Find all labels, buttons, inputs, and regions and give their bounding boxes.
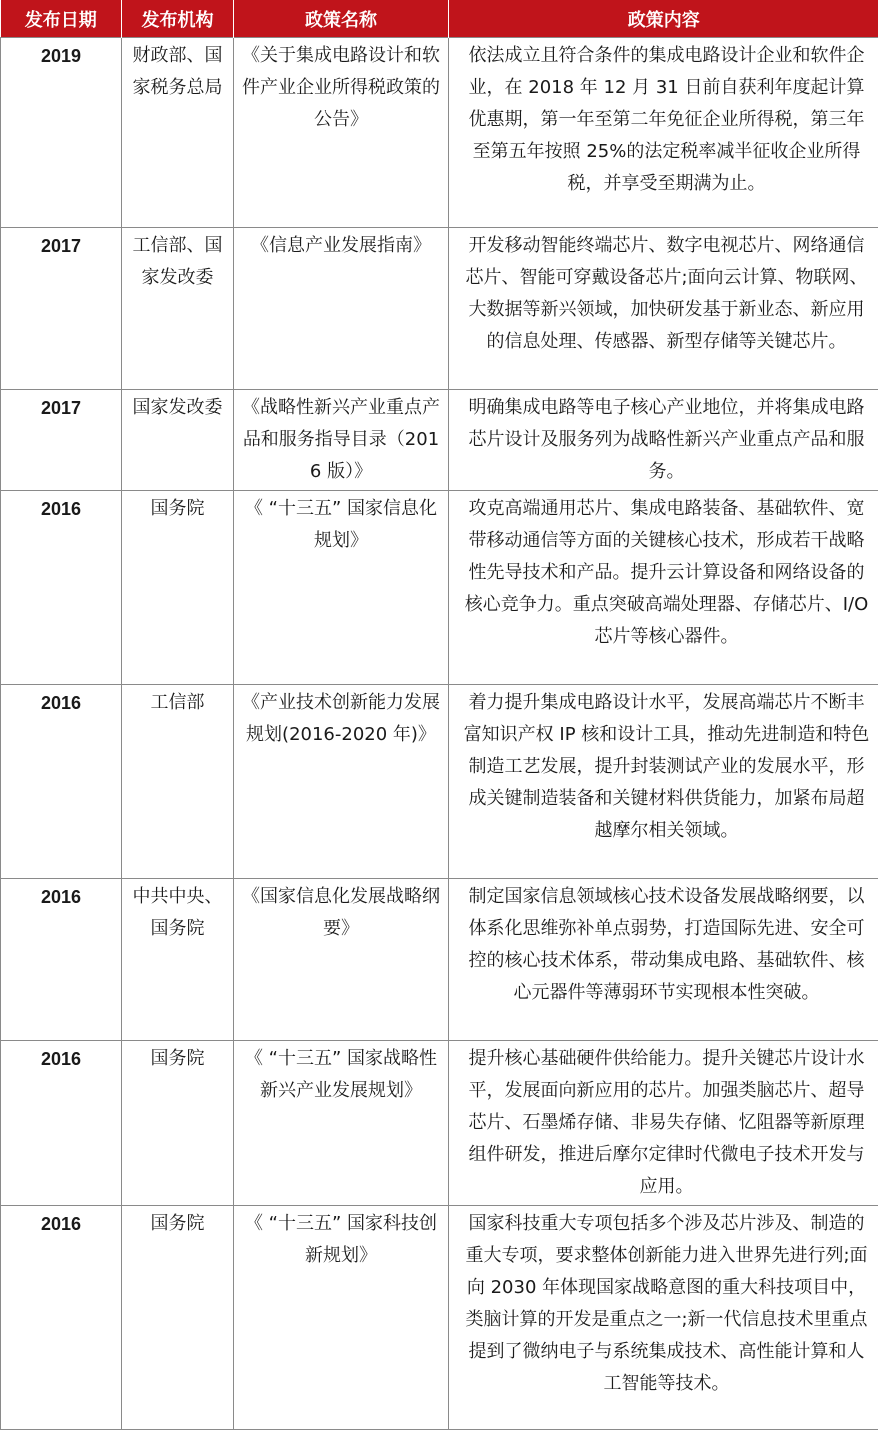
cell-policy-name: 《战略性新兴产业重点产品和服务指导目录（2016 版）》 [234, 390, 449, 491]
table-row [1, 1041, 878, 1206]
cell-org: 国务院 [122, 1206, 234, 1430]
header-date: 发布日期 [1, 0, 122, 38]
cell-policy-name: 《信息产业发展指南》 [234, 228, 449, 390]
cell-org: 国务院 [122, 491, 234, 685]
header-policy-name: 政策名称 [234, 0, 449, 38]
table-row [1, 879, 878, 1041]
cell-policy-content: 着力提升集成电路设计水平，发展高端芯片不断丰富知识产权 IP 核和设计工具，推动先进制造和特色制造工艺发展，提升封装测试产业的发展水平，形成关键制造装备和关键材料供货能力，加紧布局超越摩尔相关领域。 [449, 685, 878, 879]
header-org: 发布机构 [122, 0, 234, 38]
cell-date: 2016 [1, 1206, 122, 1430]
table-row [1, 38, 878, 228]
cell-policy-name: 《关于集成电路设计和软件产业企业所得税政策的公告》 [234, 38, 449, 228]
table-header [1, 0, 878, 38]
cell-policy-name: 《 “十三五” 国家信息化规划》 [234, 491, 449, 685]
cell-date: 2019 [1, 38, 122, 228]
cell-org: 工信部 [122, 685, 234, 879]
header-row [1, 0, 878, 38]
cell-policy-name: 《 “十三五” 国家科技创新规划》 [234, 1206, 449, 1430]
table-body [1, 38, 878, 1430]
cell-policy-content: 制定国家信息领域核心技术设备发展战略纲要，以体系化思维弥补单点弱势，打造国际先进、安全可控的核心技术体系，带动集成电路、基础软件、核心元器件等薄弱环节实现根本性突破。 [449, 879, 878, 1041]
cell-policy-content: 依法成立且符合条件的集成电路设计企业和软件企业，在 2018 年 12 月 31 日前自获利年度起计算优惠期，第一年至第二年免征企业所得税，第三年至第五年按照 25%的法定税率减半征收企业所得税，并享受至期满为止。 [449, 38, 878, 228]
table-row [1, 390, 878, 491]
cell-date: 2016 [1, 1041, 122, 1206]
header-policy-content: 政策内容 [449, 0, 878, 38]
cell-date: 2017 [1, 228, 122, 390]
cell-date: 2016 [1, 879, 122, 1041]
cell-policy-content: 开发移动智能终端芯片、数字电视芯片、网络通信芯片、智能可穿戴设备芯片;面向云计算、物联网、大数据等新兴领域，加快研发基于新业态、新应用的信息处理、传感器、新型存储等关键芯片。 [449, 228, 878, 390]
cell-org: 国务院 [122, 1041, 234, 1206]
table-row [1, 491, 878, 685]
cell-policy-name: 《国家信息化发展战略纲要》 [234, 879, 449, 1041]
table-row [1, 228, 878, 390]
cell-policy-name: 《产业技术创新能力发展规划(2016-2020 年)》 [234, 685, 449, 879]
cell-date: 2016 [1, 491, 122, 685]
cell-policy-content: 国家科技重大专项包括多个涉及芯片涉及、制造的重大专项，要求整体创新能力进入世界先进行列;面向 2030 年体现国家战略意图的重大科技项目中，类脑计算的开发是重点之一;新一代信息技术里重点提到了微纳电子与系统集成技术、高性能计算和人工智能等技术。 [449, 1206, 878, 1430]
table-row [1, 685, 878, 879]
cell-org: 中共中央、国务院 [122, 879, 234, 1041]
cell-org: 国家发改委 [122, 390, 234, 491]
table-row [1, 1206, 878, 1430]
cell-org: 工信部、国家发改委 [122, 228, 234, 390]
cell-policy-content: 攻克高端通用芯片、集成电路装备、基础软件、宽带移动通信等方面的关键核心技术，形成若干战略性先导技术和产品。提升云计算设备和网络设备的核心竞争力。重点突破高端处理器、存储芯片、I/O 芯片等核心器件。 [449, 491, 878, 685]
cell-date: 2017 [1, 390, 122, 491]
cell-date: 2016 [1, 685, 122, 879]
cell-policy-name: 《 “十三五” 国家战略性新兴产业发展规划》 [234, 1041, 449, 1206]
cell-policy-content: 明确集成电路等电子核心产业地位，并将集成电路芯片设计及服务列为战略性新兴产业重点产品和服务。 [449, 390, 878, 491]
cell-org: 财政部、国家税务总局 [122, 38, 234, 228]
cell-policy-content: 提升核心基础硬件供给能力。提升关键芯片设计水平，发展面向新应用的芯片。加强类脑芯片、超导芯片、石墨烯存储、非易失存储、忆阻器等新原理组件研发，推进后摩尔定律时代微电子技术开发与应用。 [449, 1041, 878, 1206]
